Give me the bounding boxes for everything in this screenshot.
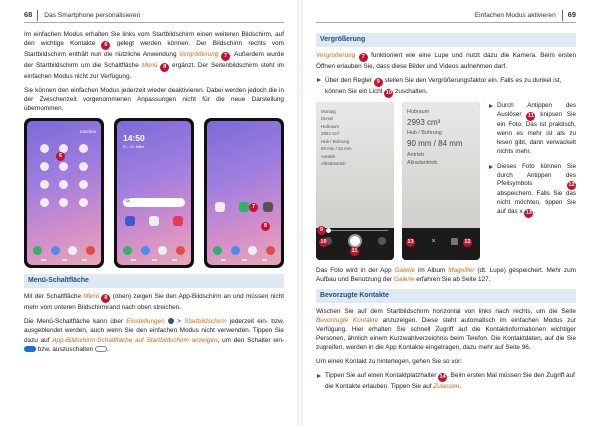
messages-icon[interactable] [231, 246, 240, 255]
right-page-number: 69 [562, 10, 576, 21]
filter-icon[interactable] [378, 237, 386, 245]
camera-view [402, 102, 480, 228]
app-row [117, 207, 191, 226]
messages-icon[interactable] [51, 246, 60, 255]
dock [123, 246, 185, 255]
chrome-icon[interactable] [68, 246, 77, 255]
phone-screenshots [24, 118, 284, 268]
zoom-slider[interactable] [322, 230, 388, 231]
contact-placeholder-icon[interactable] [59, 198, 68, 207]
dock [213, 246, 275, 255]
section-title-kontakte: Bevorzugte Kontakte [316, 289, 576, 303]
app-row [207, 193, 281, 212]
text: Wischen Sie auf dem Startbildschirm horizontal von links nach rechts, um die Seite [316, 307, 576, 315]
contact-placeholder-icon[interactable] [79, 180, 88, 189]
callout-badge: 8 [160, 63, 169, 72]
text: Durch Antippen des Auslöser [497, 101, 576, 118]
chrome-icon[interactable] [158, 246, 167, 255]
term-zulassen: Zulassen [433, 383, 460, 391]
callout-badge: 10 [320, 238, 327, 245]
text: Im einfachen Modus erhalten Sie links vom Startbildschirm einen weiteren Bildschirm, auf den wichtige Kontakte [24, 31, 284, 48]
status-bar [27, 121, 101, 129]
callout-badge: 14 [439, 374, 446, 381]
callout-badge: 12 [464, 238, 471, 245]
term-startbildschirm: Startbildschirm [184, 318, 227, 326]
nav-bar [41, 259, 87, 263]
nav-bar [221, 259, 267, 263]
text: Mit der Schaltfläche [24, 293, 84, 301]
phone-contacts-screen [24, 118, 104, 268]
text: (dt. Lupe) gespeichert. Mehr zum Aufbau und Benutzung der [316, 266, 576, 283]
callout-badge: 7 [249, 203, 258, 212]
magnifier-instructions [488, 102, 576, 260]
status-bar [117, 121, 191, 129]
text: . [533, 208, 536, 216]
contact-grid [27, 136, 101, 215]
magnifier-live-view [316, 102, 394, 260]
status-bar [207, 121, 281, 129]
term-app-bildschirm-schaltflaeche: App-Bildschirm-Schaltfläche auf Startbildschirm anzeigen [52, 336, 218, 344]
text: Tippen Sie auf einen Kontaktplatzhalter [325, 372, 439, 380]
callout-badge: 6 [56, 152, 65, 161]
phone-home-screen [114, 118, 194, 268]
term-vergroesserung: Vergrößerung [179, 51, 219, 59]
text: knipsen Sie ein Foto. Das ist praktisch, wenn es mehr ist als zu lesen gibt, dann verwackelt nichts mehr. [497, 110, 577, 155]
section-title-menue: Menü-Schaltfläche [24, 274, 284, 288]
nav-bar [131, 259, 177, 263]
text: jederzeit ein- bzw. ausgeblendet werden, auch wenn Sie den einfachen Modus nicht verwenden. Tippen Sie dazu auf [24, 318, 284, 344]
text: abspeichern. Falls Sie das nicht möchten, tippen Sie auf das x [497, 190, 576, 216]
contact-placeholder-icon[interactable] [40, 144, 49, 153]
callout-badge: 8 [261, 222, 270, 231]
bullet-slider [316, 76, 576, 98]
bullet-contact-placeholder [316, 371, 576, 391]
term-menue: Menü [83, 293, 100, 301]
term-menue: Menü [141, 62, 158, 70]
camera-view [316, 102, 394, 228]
contact-placeholder-icon[interactable] [59, 162, 68, 171]
settings-icon[interactable] [263, 202, 273, 212]
view-text: 2993 cm³ [407, 117, 441, 127]
text: Dieses Foto können Sie durch Antippen des Pfeilsymbols [497, 162, 576, 188]
camera-icon[interactable] [86, 246, 95, 255]
text: zuschalten. [393, 87, 428, 95]
left-page-number: 68 [24, 10, 38, 21]
kontakte-paragraph [316, 307, 576, 352]
delete-label: Löschen [79, 129, 96, 135]
deactivate-paragraph: Sie können den einfachen Modus jederzeit wieder deaktivieren. Dabei werden jedoch die in der Zwischenzeit vorgenommenen Anpassungen nicht für die neue Darstellung übernommen. [24, 87, 284, 113]
bullet-shutter [488, 102, 576, 157]
callout-badge: 9 [317, 226, 326, 235]
section-title-vergroesserung: Vergrößerung [316, 33, 576, 47]
text: im Album [415, 266, 449, 274]
text: bzw. auszuschalten [36, 345, 95, 353]
view-text: 90 mm / 84 mm [407, 138, 463, 148]
play-store-icon[interactable] [149, 216, 159, 226]
kontakte-lead: Um einen Kontakt zu hinterlegen, gehen Sie so vor: [316, 358, 463, 366]
text: . [106, 345, 109, 353]
view-text: Hub / Bohrung [321, 138, 350, 144]
right-content [316, 30, 576, 396]
save-arrow-icon[interactable] [451, 238, 458, 245]
view-text: Antrieb [407, 151, 425, 158]
phone-apps-screen [204, 118, 284, 268]
callout-badge: 11 [351, 247, 358, 254]
google-search-bar[interactable]: G [123, 198, 185, 207]
view-text: Montag [321, 108, 336, 114]
phone-icon[interactable] [33, 246, 42, 255]
screen [27, 121, 101, 265]
callout-badge: 7 [359, 53, 368, 62]
term-bevorzugte-kontakte: Bevorzugte Kontakte [316, 316, 379, 324]
right-page [300, 0, 600, 426]
callout-badge: 11 [527, 112, 534, 119]
phone-icon[interactable] [123, 246, 132, 255]
menu-settings-paragraph [24, 317, 284, 353]
text: Das Foto wird in der App [316, 266, 395, 274]
dock [33, 246, 95, 255]
text: . Außerdem wurde der Startbildschirm um die Schaltfläche [24, 51, 284, 70]
left-header-title: Das Smartphone personalisieren [44, 11, 141, 19]
text: stellen Sie den Vergrößerungsfaktor ein. Falls es zu dunkel ist, können Sie ein Licht [325, 76, 562, 95]
magnifier-icon[interactable] [239, 202, 249, 212]
shutter-button[interactable] [348, 234, 362, 248]
contact-placeholder-icon[interactable] [40, 198, 49, 207]
view-text: Diesel [321, 116, 334, 122]
term-einstellungen: Einstellungen [126, 318, 165, 326]
contact-placeholder-icon[interactable] [59, 144, 68, 153]
view-text: Hubraum [407, 108, 430, 115]
vergroesserung-paragraph [316, 51, 576, 71]
term-magnifier: Magnifier [448, 266, 475, 274]
screen [117, 121, 191, 265]
clock: 14:50 [123, 133, 145, 144]
callout-badge: 9 [374, 78, 383, 87]
gallery-paragraph [316, 266, 576, 284]
text: Über den Regler [325, 76, 374, 84]
term-galerie: Galerie [394, 266, 416, 274]
text: ergänzt. Der Seitenbildschirm steht im einfachen Modus nicht zur Verfügung. [24, 62, 284, 81]
app-icon[interactable] [215, 202, 225, 212]
left-content [24, 30, 284, 359]
right-header-title: Einfachen Modus aktivieren [474, 11, 556, 19]
callout-badge: 12 [568, 182, 575, 189]
slider-knob[interactable] [326, 228, 331, 233]
toggle-on-icon [24, 346, 36, 352]
screen [207, 121, 281, 265]
gallery-icon[interactable] [173, 216, 183, 226]
view-text: Hubraum [321, 123, 340, 129]
view-text: 2993 cm³ [321, 131, 340, 137]
camera-icon[interactable] [266, 246, 275, 255]
galaxy-store-icon[interactable] [125, 216, 135, 226]
text: gelegt werden können. Der Bildschirm rechts vom Startbildschirm enthält nun die nützliche Anwendung [24, 40, 284, 59]
text: . [459, 383, 462, 391]
text: anzuzeigen. Diese steht automatisch im einfachen Modus zur Verfügung. Hier erhalten Sie schnell Zugriff auf die Kontaktinformationen wichtiger Personen, ähnlich einem Kurzwahlverzeichnis beim Telefon. Die Kontaktdaten, auf die Sie zugreifen, werden in die App Kontakte eingetragen, dazu mehr auf Seite 96. [316, 316, 576, 352]
date-text: Fr., 24. März [123, 144, 145, 149]
view-text: Hub / Bohrung [407, 130, 442, 137]
text: , um den Schalter ein- [217, 336, 284, 344]
contact-placeholder-icon[interactable] [40, 180, 49, 189]
text: > [173, 318, 185, 326]
intro-paragraph [24, 30, 284, 81]
callout-badge: 8 [101, 294, 110, 303]
camera-icon[interactable] [176, 246, 185, 255]
right-header [316, 9, 576, 23]
term-vergroesserung: Vergrößerung [316, 51, 356, 59]
spacer [207, 129, 281, 193]
view-text: 90 mm / 84 mm [321, 146, 352, 152]
text: funktioniert wie eine Lupe und nutzt dazu die Kamera. Beim ersten Öffnen erlauben Sie, dass diese Bilder und Videos aufnehmen darf. [316, 51, 577, 70]
callout-badge: 13 [525, 210, 532, 217]
chrome-icon[interactable] [248, 246, 257, 255]
callout-badge: 10 [385, 89, 392, 96]
callout-badge: 13 [407, 238, 414, 245]
left-header [24, 9, 284, 23]
contact-placeholder-icon[interactable] [59, 180, 68, 189]
contact-placeholder-icon[interactable] [79, 144, 88, 153]
view-text: Allradantrieb [321, 161, 346, 167]
close-icon[interactable]: × [431, 237, 436, 245]
messages-icon[interactable] [141, 246, 150, 255]
text: Die Menü-Schaltfläche kann über [24, 318, 127, 326]
view-text: Allradantrieb [407, 160, 438, 167]
contact-placeholder-icon[interactable] [79, 198, 88, 207]
phone-icon[interactable] [213, 246, 222, 255]
menu-paragraph [24, 292, 284, 312]
callout-badge: 6 [101, 41, 110, 50]
contact-placeholder-icon[interactable] [79, 162, 88, 171]
text: erfahren Sie ab Seite 127. [414, 275, 491, 283]
callout-badge: 7 [221, 52, 230, 61]
term-galerie: Galerie [393, 275, 415, 283]
text: (oben) zeigen Sie den App-Bildschirm an und müssen nicht mehr vom unteren Bildschirmrand nach oben streichen. [24, 293, 284, 312]
contact-placeholder-icon[interactable] [40, 162, 49, 171]
bullet-save-photo [488, 163, 576, 219]
magnifier-photo-view [402, 102, 480, 260]
text: . Beim ersten Mal müssen Sie den Zugriff auf die Kontakte erlauben. Tippen Sie auf [325, 372, 575, 391]
view-text: Antrieb [321, 153, 335, 159]
toggle-off-icon [95, 346, 107, 352]
magnifier-screenshots [316, 102, 576, 260]
